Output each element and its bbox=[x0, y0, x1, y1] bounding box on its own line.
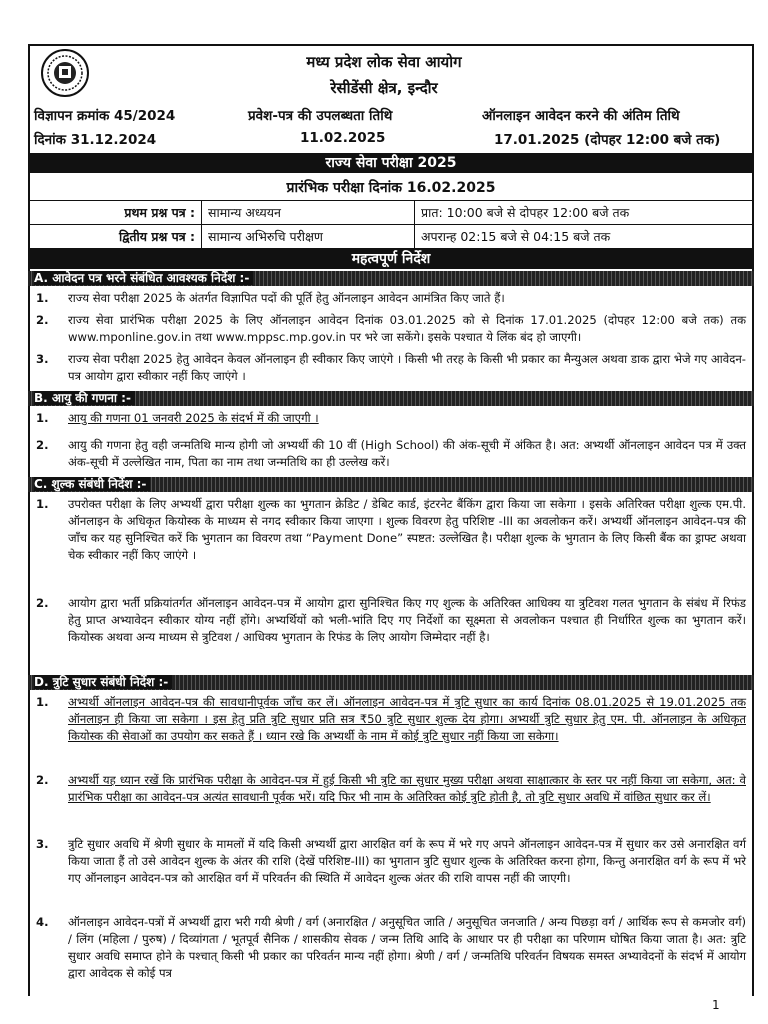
list-item bbox=[28, 595, 754, 673]
list-item bbox=[28, 694, 754, 766]
list-item bbox=[28, 772, 754, 828]
item-text: आयु की गणना 01 जनवरी 2025 के संदर्भ में की जाएगी । bbox=[68, 411, 319, 425]
page-number: 1 bbox=[712, 998, 720, 1012]
last-date-value: 17.01.2025 (दोपहर 12:00 बजे तक) bbox=[494, 132, 721, 148]
important-instructions-heading: महत्वपूर्ण निर्देश bbox=[28, 249, 754, 269]
paper-label: प्रथम प्रश्न पत्र : bbox=[29, 201, 202, 225]
org-address: रेसीडेंसी क्षेत्र, इन्दौर bbox=[330, 79, 438, 97]
advertisement-number: विज्ञापन क्रमांक 45/2024 bbox=[34, 108, 176, 124]
list-item bbox=[28, 290, 754, 307]
admit-card-label: प्रवेश-पत्र की उपलब्धता तिथि bbox=[248, 108, 393, 124]
item-number: 2. bbox=[36, 596, 49, 610]
item-text: अभ्यर्थी ऑनलाइन आवेदन-पत्र की सावधानीपूर्वक जाँच कर लें। ऑनलाइन आवेदन-पत्र में त्रुटि सुधार का कार्य दिनांक 08.01.2025 से 19.01.2025 तक ऑनलाइन ही किया जा सकेगा । इस हेतु प्रति त्रुटि सुधार प्रति सत्र ₹50 त्रुटि सुधार शुल्क देय होगा। अभ्यर्थी त्रुटि सुधार हेतु एम. पी. ऑनलाइन के अधिकृत कियोस्क की सेवाओं का उपयोग कर सकते हैं । ध्यान रखे कि अभ्यर्थी के नाम में कोई त्रुटि सुधार नहीं किया जा सकेगा। bbox=[68, 695, 746, 743]
item-number: 4. bbox=[36, 915, 49, 929]
list-item bbox=[28, 914, 754, 986]
item-number: 1. bbox=[36, 695, 49, 709]
item-number: 2. bbox=[36, 313, 49, 327]
item-number: 2. bbox=[36, 773, 49, 787]
item-number: 1. bbox=[36, 411, 49, 425]
advertisement-date: दिनांक 31.12.2024 bbox=[34, 132, 157, 148]
paper-time: प्रात: 10:00 बजे से दोपहर 12:00 बजे तक bbox=[415, 201, 754, 225]
section-d-heading bbox=[28, 675, 754, 690]
list-item bbox=[28, 351, 754, 385]
paper-time: अपरान्ह 02:15 बजे से 04:15 बजे तक bbox=[415, 225, 754, 249]
paper-subject: सामान्य अभिरुचि परीक्षण bbox=[202, 225, 415, 249]
item-number: 3. bbox=[36, 352, 49, 366]
section-d-title: D. त्रुटि सुधार संबंधी निर्देश :- bbox=[34, 675, 172, 689]
list-item bbox=[28, 496, 754, 596]
prelim-exam-date: प्रारंभिक परीक्षा दिनांक 16.02.2025 bbox=[286, 180, 496, 196]
item-number: 1. bbox=[36, 497, 49, 511]
section-a-title: A. आवेदन पत्र भरने संबंधित आवश्यक निर्देश :- bbox=[34, 271, 253, 285]
item-text: राज्य सेवा परीक्षा 2025 हेतु आवेदन केवल ऑनलाइन ही स्वीकार किए जाएंगे । किसी भी तरह के किसी भी प्रकार का मैन्युअल अथवा डाक द्वारा भेजे गए आवेदन-पत्र आयोग द्वारा स्वीकार नहीं किए जाएंगे । bbox=[68, 352, 746, 383]
item-text: ऑनलाइन आवेदन-पत्रों में अभ्यर्थी द्वारा भरी गयी श्रेणी / वर्ग (अनारक्षित / अनुसूचित जाति / अनुसूचित जनजाति / अन्य पिछड़ा वर्ग / आर्थिक रूप से कमजोर वर्ग) / लिंग (महिला / पुरुष) / दिव्यांगता / भूतपूर्व सैनिक / शासकीय सेवक / जन्म तिथि आदि के आधार पर ही परीक्षा का परिणाम घोषित किया जाता है। अत: त्रुटि सुधार अवधि समाप्त होने के पश्चात् किसी भी प्रकार का परिवर्तन मान्य नहीं होगा। श्रेणी / वर्ग / जन्मतिथि परिवर्तन विषयक समस्त अभ्यावेदनों के संदर्भ में आयोग द्वारा आवेदक से कोई पत्र bbox=[68, 915, 746, 980]
section-c-heading bbox=[28, 477, 754, 492]
section-a-heading bbox=[28, 271, 754, 286]
list-item bbox=[28, 437, 754, 471]
table-row bbox=[29, 225, 754, 249]
item-text: आयु की गणना हेतु वही जन्मतिथि मान्य होगी जो अभ्यर्थी की 10 वीं (High School) की अंक-सूची में अंकित है। अत: अभ्यर्थी ऑनलाइन आवेदन पत्र में उक्त अंक-सूची में उल्लेखित नाम, पिता का नाम तथा जन्मतिथि का ही उल्लेख करें। bbox=[68, 438, 746, 469]
admit-card-date: 11.02.2025 bbox=[300, 130, 386, 146]
list-item bbox=[28, 836, 754, 908]
org-name: मध्य प्रदेश लोक सेवा आयोग bbox=[306, 53, 462, 71]
item-number: 1. bbox=[36, 291, 49, 305]
last-date-label: ऑनलाइन आवेदन करने की अंतिम तिथि bbox=[482, 108, 680, 124]
section-c-title: C. शुल्क संबंधी निर्देश :- bbox=[34, 477, 150, 491]
item-number: 3. bbox=[36, 837, 49, 851]
section-b-heading bbox=[28, 391, 754, 406]
item-text: राज्य सेवा प्रारंभिक परीक्षा 2025 के लिए ऑनलाइन आवेदन दिनांक 03.01.2025 को से दिनांक 17.01.2025 (दोपहर 12:00 बजे तक) तक www.mponline.gov.in तथा www.mppsc.mp.gov.in पर भरे जा सकेंगे। इसके पश्चात ये लिंक बंद हो जाएगी। bbox=[68, 313, 746, 344]
item-text: राज्य सेवा परीक्षा 2025 के अंतर्गत विज्ञापित पदों की पूर्ति हेतु ऑनलाइन आवेदन आमंत्रित किए जाते हैं। bbox=[68, 291, 505, 305]
exam-title: राज्य सेवा परीक्षा 2025 bbox=[28, 153, 754, 173]
table-row bbox=[29, 201, 754, 225]
paper-subject: सामान्य अध्ययन bbox=[202, 201, 415, 225]
section-b-title: B. आयु की गणना :- bbox=[34, 391, 135, 405]
item-number: 2. bbox=[36, 438, 49, 452]
item-text: त्रुटि सुधार अवधि में श्रेणी सुधार के मामलों में यदि किसी अभ्यर्थी द्वारा आरक्षित वर्ग के रूप में भरे गए अपने ऑनलाइन आवेदन-पत्र में सुधार कर उसे अनारक्षित वर्ग किया जाता हैं तो उसे आवेदन शुल्क के अंतर की राशि (देखें परिशिष्ट-III) का भुगतान त्रुटि सुधार शुल्क के अतिरिक्त करना होगा, किन्तु अनारक्षित वर्ग के रूप में भरे गए ऑनलाइन आवेदन-पत्र को आरक्षित वर्ग में परिवर्तन की स्थिति में आवेदन शुल्क अंतर की राशि वापस नहीं की जाएगी। bbox=[68, 837, 746, 885]
paper-label: द्वितीय प्रश्न पत्र : bbox=[29, 225, 202, 249]
item-text: अभ्यर्थी यह ध्यान रखें कि प्रारंभिक परीक्षा के आवेदन-पत्र में हुई किसी भी त्रुटि का सुधार मुख्य परीक्षा अथवा साक्षात्कार के स्तर पर नहीं किया जा सकेगा, अत: वे प्रारंभिक परीक्षा का आवेदन-पत्र अत्यंत सावधानी पूर्वक भरें। यदि फिर भी नाम के अतिरिक्त कोई त्रुटि होती है, तो त्रुटि सुधार अवधि में वांछित सुधार कर लें। bbox=[68, 773, 746, 804]
list-item bbox=[28, 410, 754, 427]
list-item bbox=[28, 312, 754, 346]
item-text: आयोग द्वारा भर्ती प्रक्रियांतर्गत ऑनलाइन आवेदन-पत्र में आयोग द्वारा सुनिश्चित किए गए शुल्क के अतिरिक्त आधिक्य या त्रुटिवश गलत भुगतान के संबंध में रिफंड हेतु प्राप्त अभ्यावेदन स्वीकार योग्य नहीं होंगे। अभ्यर्थियों को भली-भांति दिए गए निर्देशों का सूक्ष्मता से अवलोकन पश्चात ही निर्धारित शुल्क का भुगतान करें। कियोस्क अथवा अन्य माध्यम से त्रुटिवश / आधिक्य भुगतान के रिफंड के लिए आयोग जिम्मेदार नहीं है। bbox=[68, 596, 746, 644]
item-text: उपरोक्त परीक्षा के लिए अभ्यर्थी द्वारा परीक्षा शुल्क का भुगतान क्रेडिट / डेबिट कार्ड, इंटरनेट बैंकिंग द्वारा किया जा सकेगा । इसके अतिरिक्त परीक्षा शुल्क एम.पी. ऑनलाइन के अधिकृत कियोस्क के माध्यम से नगद स्वीकार किया जाएगा । शुल्क विवरण हेतु परिशिष्ट -III का अवलोकन करें। अभ्यर्थी ऑनलाइन आवेदन-पत्र की जाँच कर यह सुनिश्चित करें कि भुगतान का विवरण तथा “Payment Done” स्पष्टत: उल्लेखित है। परीक्षा शुल्क के भुगतान के लिए किसी बैंक का ड्राफ्ट अथवा चेक स्वीकार नहीं किए जाएंगे । bbox=[68, 497, 746, 562]
paper-schedule-table bbox=[28, 200, 754, 249]
